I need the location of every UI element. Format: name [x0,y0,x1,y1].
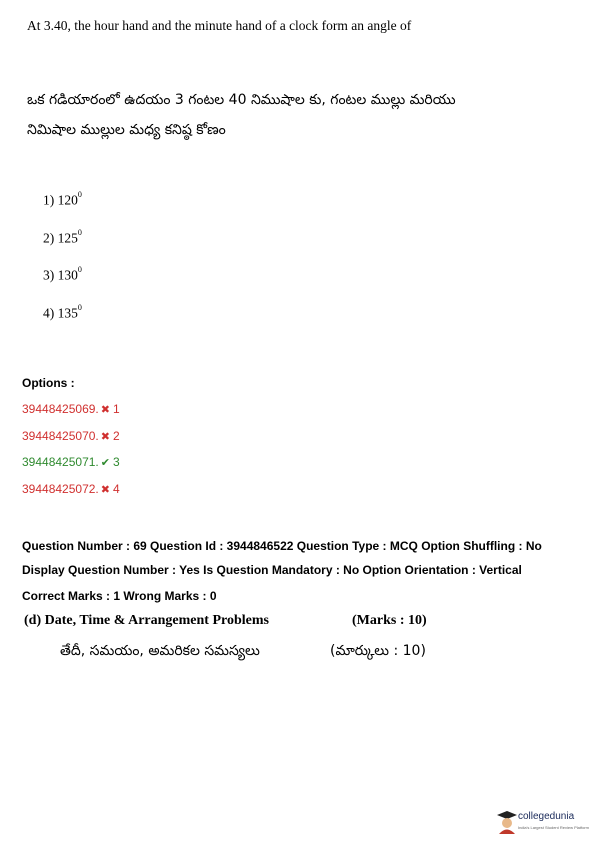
question-telugu-line2: నిమిషాల ముల్లుల మధ్య కనిష్ఠ కోణం [27,122,226,138]
question-option-3 [43,267,82,284]
question-english: At 3.40, the hour hand and the minute hand of a clock form an angle of [27,18,412,33]
option-value: 130 [57,267,78,283]
option-label: 2 [112,429,120,443]
logo-tagline: India's Largest Student Review Platform [517,825,589,830]
collegedunia-logo [496,810,589,834]
option-value: 135 [57,305,78,321]
option-number: 1) [43,192,55,208]
option-id: 39448425071. [22,455,99,469]
option-id-row [22,429,120,443]
option-superscript: 0 [77,303,82,312]
option-id: 39448425069. [22,402,99,416]
option-superscript: 0 [77,265,82,274]
option-superscript: 0 [77,190,82,199]
option-value: 120 [57,192,78,208]
option-id-row [22,482,120,496]
option-superscript: 0 [77,228,82,237]
graduate-avatar-icon [496,810,518,834]
option-number: 3) [43,267,55,283]
option-label: 4 [112,482,120,496]
option-label: 3 [112,455,120,469]
option-id: 39448425070. [22,429,99,443]
section-title-english: (d) Date, Time & Arrangement Problems [24,613,269,628]
logo-name: collegedunia [517,811,575,822]
options-title: Options : [22,376,75,390]
cross-icon: ✖ [100,484,110,496]
question-info-line2: Display Question Number : Yes Is Question Mandatory : No Option Orientation : Vertical [22,563,522,577]
section-title-telugu: తేదీ, సమయం, అమరికల సమస్యలు [60,643,260,659]
question-option-4 [43,305,82,322]
question-telugu-line1: ఒక గడియారంలో ఉదయం 3 గంటల 40 నిముషాల కు, గంటల ముల్లు మరియు [27,92,456,108]
option-label: 1 [112,402,120,416]
cross-icon: ✖ [100,404,110,416]
section-marks-telugu: (మార్కులు : 10) [330,643,426,659]
section-marks-english: (Marks : 10) [352,613,427,628]
question-info-line1: Question Number : 69 Question Id : 3944846522 Question Type : MCQ Option Shuffling : No [22,539,542,553]
option-id-row [22,455,120,469]
option-id-row [22,402,120,416]
checkmark-icon: ✔ [100,457,110,469]
option-id: 39448425072. [22,482,99,496]
option-value: 125 [57,230,78,246]
question-info-line3: Correct Marks : 1 Wrong Marks : 0 [22,589,217,603]
option-number: 2) [43,230,55,246]
option-number: 4) [43,305,55,321]
question-option-1 [43,192,82,209]
cross-icon: ✖ [100,431,110,443]
question-option-2 [43,230,82,247]
